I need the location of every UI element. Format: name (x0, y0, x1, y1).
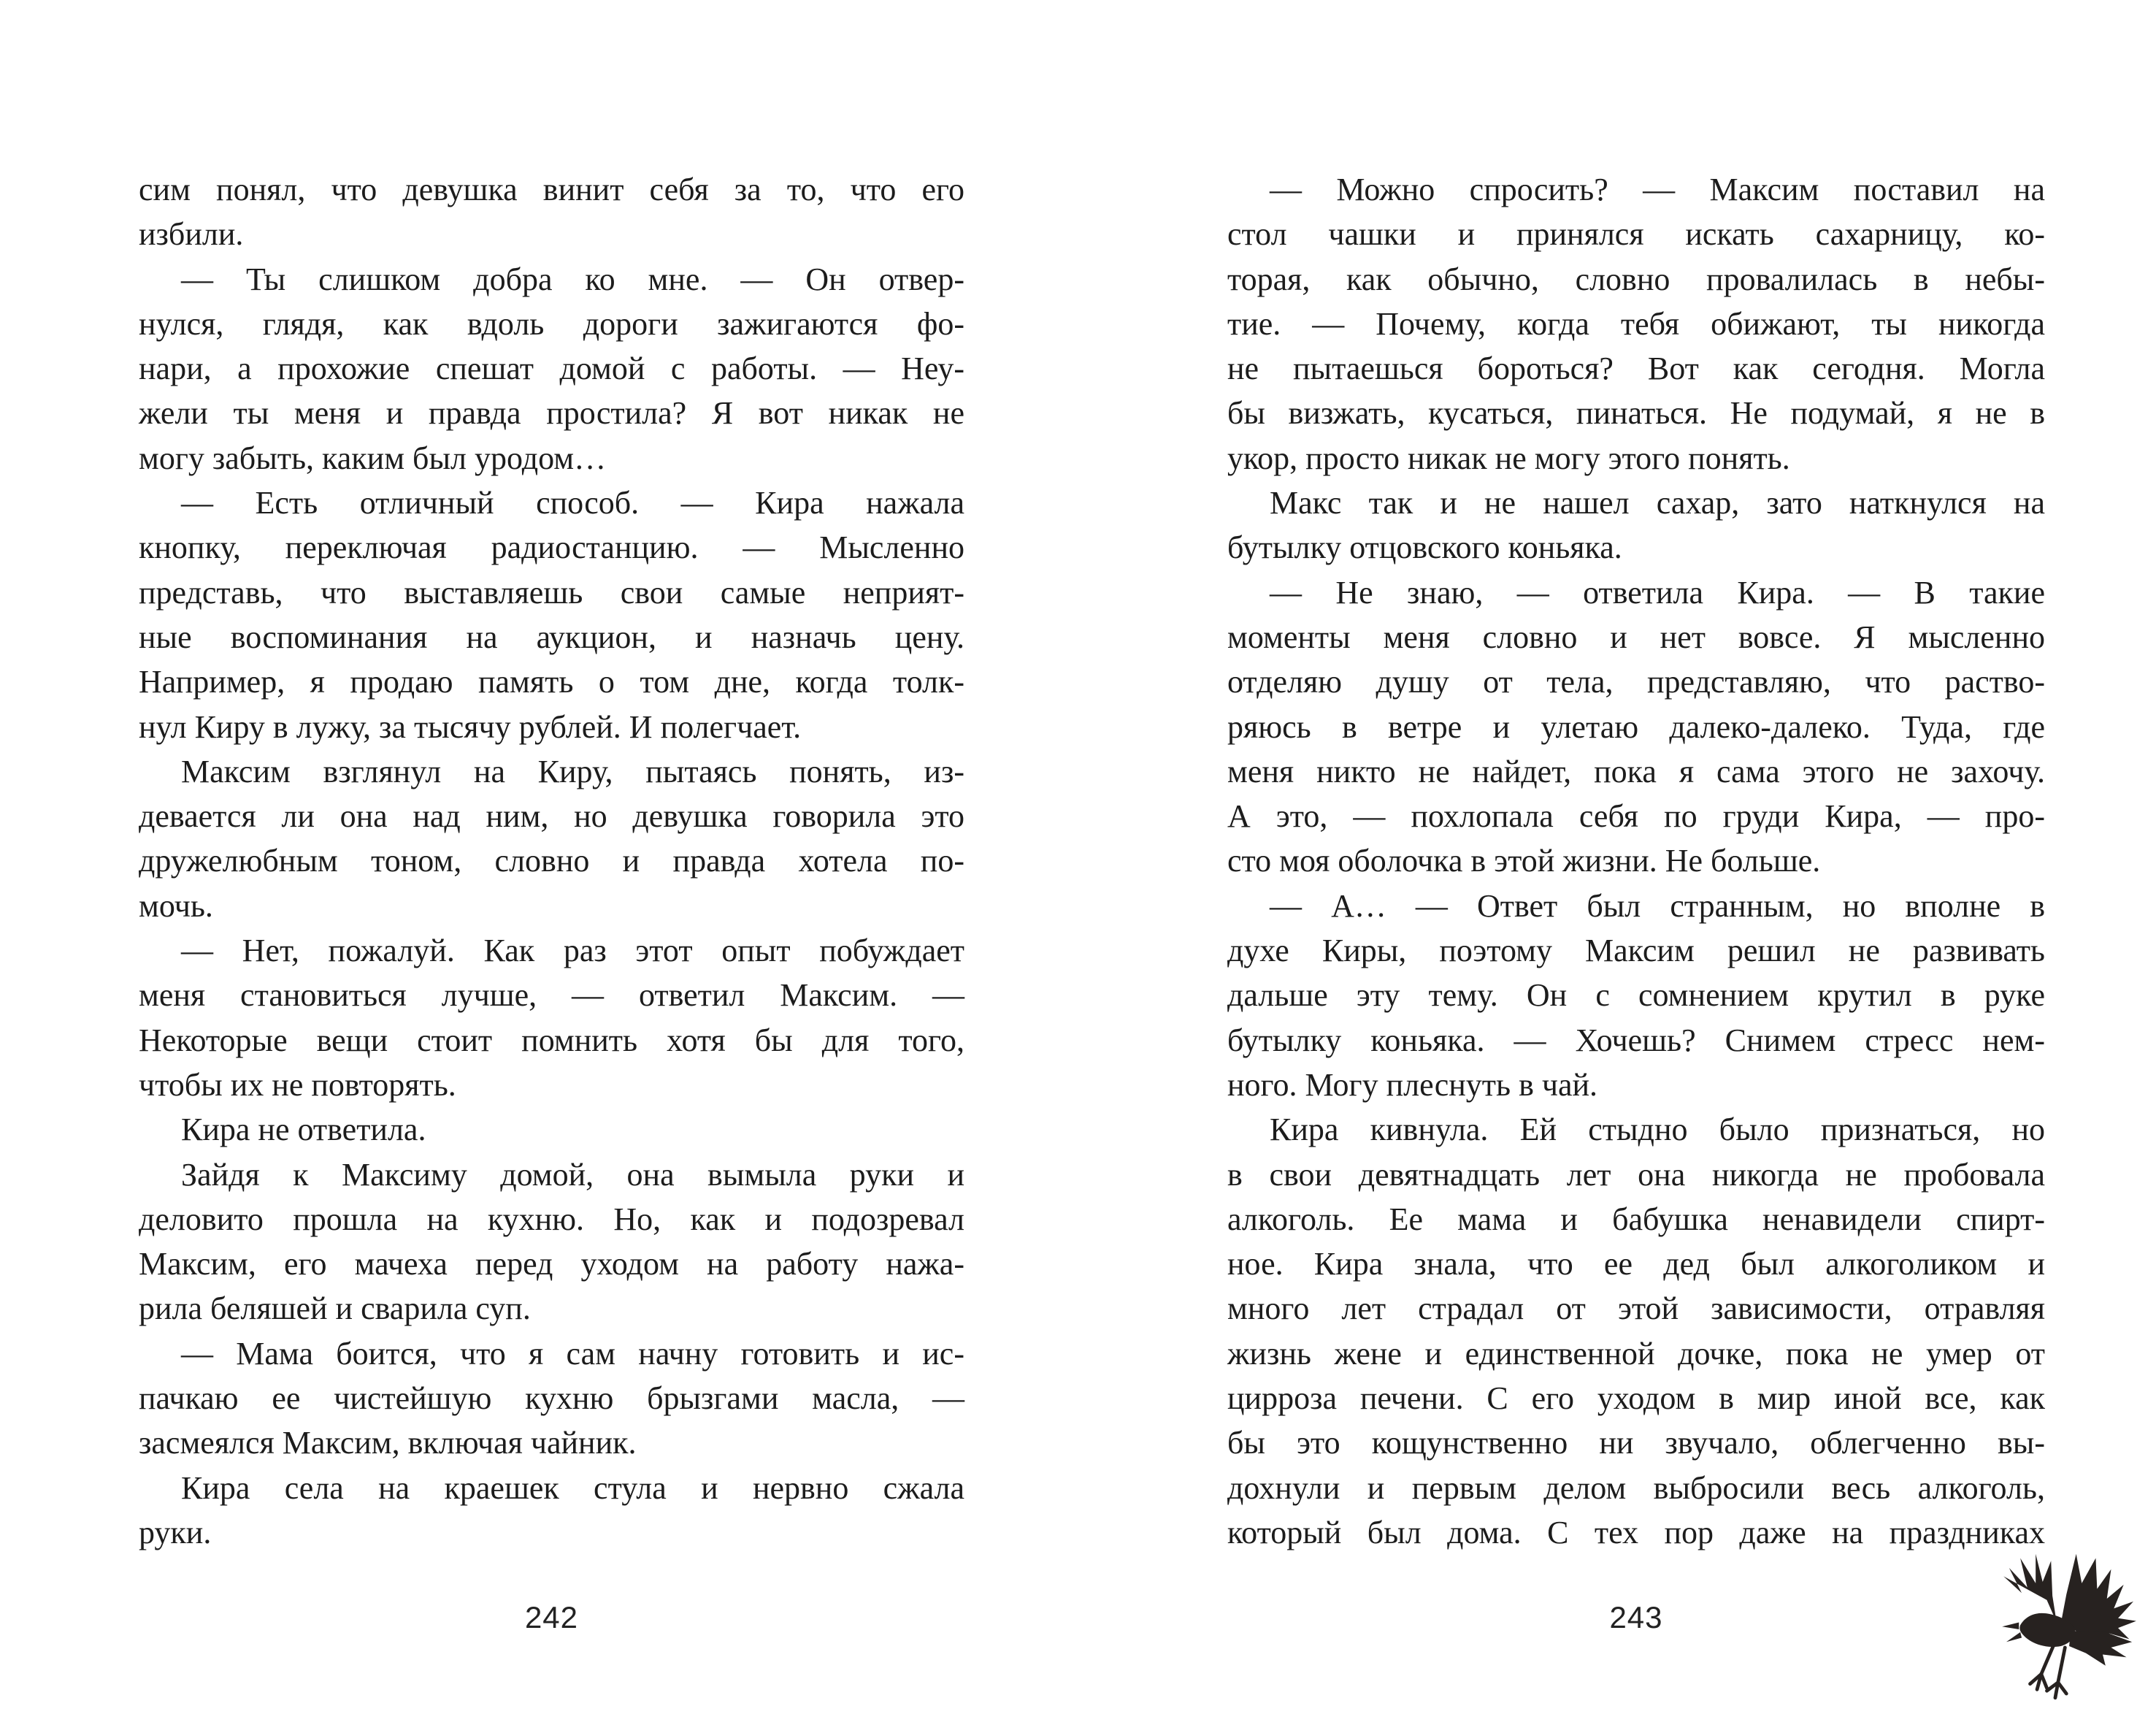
text-line: в свои девятнадцать лет она никогда не пробовала (1227, 1156, 2045, 1193)
text-line: цирроза печени. С его уходом в мир иной все, как (1227, 1380, 2045, 1417)
page-number-right: 243 (1609, 1600, 1663, 1635)
left-page-text (139, 167, 964, 1555)
text-line: избили. (139, 216, 244, 253)
text-line: деловито прошла на кухню. Но, как и подозревал (139, 1201, 964, 1237)
text-line: жели ты меня и правда простила? Я вот никак не (139, 395, 964, 432)
text-line: много лет страдал от этой зависимости, отравляя (1227, 1290, 2045, 1327)
text-line: ного. Могу плеснуть в чай. (1227, 1066, 1598, 1103)
text-line: укор, просто никак не могу этого понять. (1227, 440, 1790, 476)
text-line: жизнь жене и единственной дочке, пока не умер от (1227, 1335, 2045, 1372)
text-line: — Ты слишком добра ко мне. — Он отвер- (181, 261, 964, 297)
text-line: Максим, его мачеха перед уходом на работу нажа- (139, 1246, 964, 1282)
text-line: нари, а прохожие спешат домой с работы. — Неу- (139, 351, 964, 387)
text-line: меня никто не найдет, пока я сама этого не захочу. (1227, 753, 2045, 789)
text-line: чтобы их не повторять. (139, 1066, 456, 1103)
text-line: А это, — похлопала себя по груди Кира, — про- (1227, 798, 2045, 835)
text-line: представь, что выставляешь свои самые неприят- (139, 574, 964, 611)
text-line: бы это кощунственно ни звучало, облегченно вы- (1227, 1425, 2045, 1461)
text-line: могу забыть, каким был уродом… (139, 440, 607, 476)
text-line: дружелюбным тоном, словно и правда хотела по- (139, 843, 964, 879)
text-line: духе Киры, поэтому Максим решил не развивать (1227, 933, 2045, 969)
text-line: меня становиться лучше, — ответил Максим. — (139, 977, 964, 1014)
text-line: — А… — Ответ был странным, но вполне в (1270, 887, 2045, 924)
text-line: пачкаю ее чистейшую кухню брызгами масла, — (139, 1380, 964, 1417)
text-line: ные воспоминания на аукцион, и назначь цену. (139, 619, 964, 655)
text-line: Зайдя к Максиму домой, она вымыла руки и (181, 1156, 964, 1193)
text-line: девается ли она над ним, но девушка говорила это (139, 798, 964, 835)
text-line: мочь. (139, 887, 213, 924)
page-number-left: 242 (524, 1600, 579, 1635)
text-line: Кира кивнула. Ей стыдно было признаться, но (1270, 1112, 2045, 1148)
text-line: Макс так и не нашел сахар, зато наткнулся на (1270, 485, 2045, 521)
text-line: сто моя оболочка в этой жизни. Не больше. (1227, 843, 1821, 879)
text-line: не пытаешься бороться? Вот как сегодня. Могла (1227, 351, 2045, 387)
raven-logo-icon (2000, 1550, 2141, 1710)
text-line: нул Киру в лужу, за тысячу рублей. И полегчает. (139, 708, 802, 745)
text-line: нулся, глядя, как вдоль дороги зажигаются фо- (139, 305, 964, 342)
text-line: — Не знаю, — ответила Кира. — В такие (1270, 574, 2045, 611)
text-line: моменты меня словно и нет вовсе. Я мысленно (1227, 619, 2045, 655)
text-line: — Есть отличный способ. — Кира нажала (181, 485, 964, 521)
text-line: сим понял, что девушка винит себя за то, что его (139, 172, 964, 207)
text-line: ное. Кира знала, что ее дед был алкоголиком и (1227, 1246, 2045, 1282)
right-page (1227, 167, 2045, 1635)
text-line: дальше эту тему. Он с сомнением крутил в руке (1227, 977, 2045, 1014)
text-line: руки. (139, 1514, 212, 1550)
text-line: Некоторые вещи стоит помнить хотя бы для того, (139, 1022, 964, 1058)
text-line: бутылку коньяка. — Хочешь? Снимем стресс нем- (1227, 1022, 2045, 1058)
text-line: рила беляшей и сварила суп. (139, 1290, 531, 1327)
text-line: алкоголь. Ее мама и бабушка ненавидели спирт- (1227, 1201, 2045, 1237)
text-line: Максим взглянул на Киру, пытаясь понять, из- (181, 753, 964, 789)
text-line: дохнули и первым делом выбросили весь алкоголь, (1227, 1469, 2045, 1506)
right-page-text (1227, 167, 2045, 1555)
text-line: ряюсь в ветре и улетаю далеко-далеко. Туда, где (1227, 708, 2045, 745)
text-line: тие. — Почему, когда тебя обижают, ты никогда (1227, 305, 2045, 342)
text-line: торая, как обычно, словно провалилась в небы- (1227, 261, 2045, 297)
text-line: бутылку отцовского коньяка. (1227, 529, 1622, 566)
text-line: бы визжать, кусаться, пинаться. Не подумай, я не в (1227, 395, 2045, 432)
text-line: кнопку, переключая радиостанцию. — Мысленно (139, 529, 964, 566)
text-line: отделяю душу от тела, представляю, что раство- (1227, 664, 2045, 700)
text-line: — Нет, пожалуй. Как раз этот опыт побуждает (181, 933, 964, 969)
text-line: Например, я продаю память о том дне, когда толк- (139, 664, 964, 700)
text-line: Кира не ответила. (181, 1112, 426, 1148)
left-page (139, 167, 964, 1635)
text-line: стол чашки и принялся искать сахарницу, ко- (1227, 216, 2045, 253)
text-line: который был дома. С тех пор даже на праздниках (1227, 1514, 2045, 1550)
text-line: — Мама боится, что я сам начну готовить и ис- (181, 1335, 964, 1372)
text-line: Кира села на краешек стула и нервно сжала (181, 1469, 964, 1506)
text-line: засмеялся Максим, включая чайник. (139, 1425, 637, 1461)
text-line: — Можно спросить? — Максим поставил на (1270, 172, 2045, 207)
